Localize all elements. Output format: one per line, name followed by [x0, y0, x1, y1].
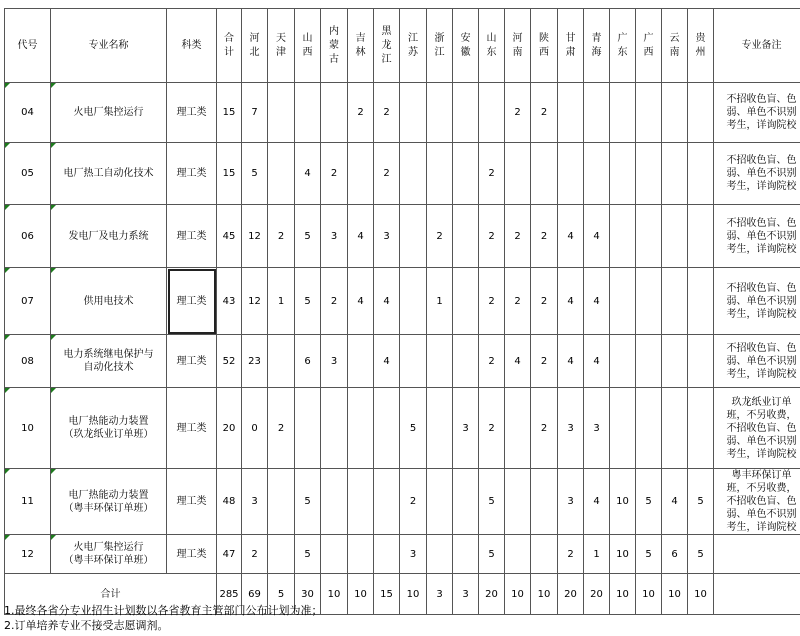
remark-cell[interactable]: 不招收色盲、色 弱、单色不识别 考生，详询院校: [714, 268, 800, 335]
header-remark[interactable]: 专业备注: [714, 9, 800, 83]
province-value-cell[interactable]: 3: [558, 388, 584, 469]
province-value-cell[interactable]: 3: [453, 388, 479, 469]
province-value-cell[interactable]: 3: [242, 469, 268, 535]
province-value-cell[interactable]: [348, 335, 374, 388]
footnote-2: 2.订单培养专业不接受志愿调剂。: [4, 619, 169, 632]
province-value-cell[interactable]: 5: [479, 535, 505, 574]
category-cell[interactable]: 理工类: [167, 469, 217, 535]
province-value-cell[interactable]: [688, 143, 714, 205]
province-total-cell[interactable]: 10: [321, 574, 348, 615]
province-value-cell[interactable]: [662, 268, 688, 335]
province-value-cell[interactable]: [531, 535, 558, 574]
grand-total-cell[interactable]: 285: [217, 574, 242, 615]
province-value-cell[interactable]: [400, 83, 427, 143]
province-value-cell[interactable]: [610, 143, 636, 205]
province-value-cell[interactable]: [427, 83, 453, 143]
header-province[interactable]: 河 北: [242, 9, 268, 83]
province-value-cell[interactable]: [268, 535, 295, 574]
province-value-cell[interactable]: 2: [505, 205, 531, 268]
province-value-cell[interactable]: 2: [531, 388, 558, 469]
province-value-cell[interactable]: [453, 335, 479, 388]
total-cell[interactable]: 52: [217, 335, 242, 388]
province-value-cell[interactable]: 2: [321, 268, 348, 335]
province-value-cell[interactable]: [636, 143, 662, 205]
table-row: [5, 205, 800, 268]
province-value-cell[interactable]: 2: [505, 268, 531, 335]
table-row: [5, 268, 800, 335]
province-value-cell[interactable]: [374, 388, 400, 469]
header-row: [5, 9, 800, 83]
province-total-cell[interactable]: 30: [295, 574, 321, 615]
province-value-cell[interactable]: [295, 388, 321, 469]
province-value-cell[interactable]: [321, 469, 348, 535]
province-value-cell[interactable]: [453, 205, 479, 268]
province-value-cell[interactable]: 5: [479, 469, 505, 535]
province-value-cell[interactable]: 1: [427, 268, 453, 335]
province-value-cell[interactable]: 2: [531, 205, 558, 268]
province-value-cell[interactable]: 2: [531, 83, 558, 143]
province-value-cell[interactable]: 2: [505, 83, 531, 143]
header-province[interactable]: 贵 州: [688, 9, 714, 83]
header-province[interactable]: 江 苏: [400, 9, 427, 83]
remark-cell[interactable]: 玖龙纸业订单 班，不另收费， 不招收色盲、色 弱、单色不识别 考生，详询院校: [714, 388, 800, 469]
province-total-cell[interactable]: 10: [688, 574, 714, 615]
header-province[interactable]: 山 西: [295, 9, 321, 83]
province-value-cell[interactable]: 6: [295, 335, 321, 388]
province-value-cell[interactable]: [610, 335, 636, 388]
category-cell[interactable]: 理工类: [167, 205, 217, 268]
province-value-cell[interactable]: 2: [348, 83, 374, 143]
province-value-cell[interactable]: 10: [610, 469, 636, 535]
province-total-cell[interactable]: 10: [662, 574, 688, 615]
province-total-cell[interactable]: 5: [268, 574, 295, 615]
province-value-cell[interactable]: 5: [636, 535, 662, 574]
province-value-cell[interactable]: [610, 268, 636, 335]
province-value-cell[interactable]: [662, 143, 688, 205]
enrollment-plan-table: [4, 8, 800, 615]
header-province[interactable]: 陕 西: [531, 9, 558, 83]
province-value-cell[interactable]: 3: [584, 388, 610, 469]
province-value-cell[interactable]: [662, 335, 688, 388]
province-value-cell[interactable]: 3: [321, 205, 348, 268]
code-cell[interactable]: 06: [5, 205, 51, 268]
province-value-cell[interactable]: [636, 268, 662, 335]
province-value-cell[interactable]: [688, 268, 714, 335]
remark-cell[interactable]: 不招收色盲、色 弱、单色不识别 考生，详询院校: [714, 335, 800, 388]
province-value-cell[interactable]: 2: [374, 143, 400, 205]
province-value-cell[interactable]: [505, 535, 531, 574]
code-cell[interactable]: 05: [5, 143, 51, 205]
province-value-cell[interactable]: 4: [295, 143, 321, 205]
province-value-cell[interactable]: [400, 143, 427, 205]
province-value-cell[interactable]: [610, 388, 636, 469]
footnotes: [4, 603, 323, 633]
province-total-cell[interactable]: 10: [531, 574, 558, 615]
province-value-cell[interactable]: 2: [531, 335, 558, 388]
table-row: [5, 469, 800, 535]
province-value-cell[interactable]: [400, 205, 427, 268]
header-province[interactable]: 天 津: [268, 9, 295, 83]
province-value-cell[interactable]: [688, 83, 714, 143]
province-value-cell[interactable]: [427, 388, 453, 469]
province-value-cell[interactable]: 12: [242, 205, 268, 268]
major-name-cell[interactable]: 供用电技术: [51, 268, 167, 335]
province-value-cell[interactable]: [584, 83, 610, 143]
province-value-cell[interactable]: 2: [268, 205, 295, 268]
table-row: [5, 83, 800, 143]
category-cell[interactable]: 理工类: [167, 535, 217, 574]
province-value-cell[interactable]: 2: [321, 143, 348, 205]
total-cell[interactable]: 15: [217, 83, 242, 143]
province-value-cell[interactable]: [348, 388, 374, 469]
header-province[interactable]: 山 东: [479, 9, 505, 83]
remark-cell[interactable]: [714, 574, 800, 615]
province-value-cell[interactable]: 4: [505, 335, 531, 388]
province-value-cell[interactable]: 1: [268, 268, 295, 335]
province-value-cell[interactable]: [636, 83, 662, 143]
province-total-cell[interactable]: 10: [636, 574, 662, 615]
category-cell[interactable]: 理工类: [167, 388, 217, 469]
header-province[interactable]: 安 徽: [453, 9, 479, 83]
province-value-cell[interactable]: 5: [688, 469, 714, 535]
province-value-cell[interactable]: [584, 143, 610, 205]
province-total-cell[interactable]: 10: [348, 574, 374, 615]
header-province[interactable]: 黑 龙 江: [374, 9, 400, 83]
province-value-cell[interactable]: [531, 469, 558, 535]
province-value-cell[interactable]: [400, 268, 427, 335]
header-province[interactable]: 甘 肃: [558, 9, 584, 83]
province-value-cell[interactable]: 4: [558, 335, 584, 388]
major-name-cell[interactable]: 发电厂及电力系统: [51, 205, 167, 268]
category-cell[interactable]: 理工类: [167, 268, 217, 335]
province-value-cell[interactable]: [374, 535, 400, 574]
province-value-cell[interactable]: [427, 535, 453, 574]
province-value-cell[interactable]: 4: [584, 335, 610, 388]
remark-cell[interactable]: [714, 535, 800, 574]
province-value-cell[interactable]: [427, 469, 453, 535]
province-value-cell[interactable]: 2: [558, 535, 584, 574]
province-value-cell[interactable]: 23: [242, 335, 268, 388]
province-value-cell[interactable]: 1: [584, 535, 610, 574]
province-value-cell[interactable]: 2: [479, 205, 505, 268]
code-cell[interactable]: 12: [5, 535, 51, 574]
province-value-cell[interactable]: 4: [558, 205, 584, 268]
province-value-cell[interactable]: 12: [242, 268, 268, 335]
header-province[interactable]: 浙 江: [427, 9, 453, 83]
province-value-cell[interactable]: 2: [427, 205, 453, 268]
code-cell[interactable]: 04: [5, 83, 51, 143]
code-cell[interactable]: 08: [5, 335, 51, 388]
province-value-cell[interactable]: 4: [348, 268, 374, 335]
remark-cell[interactable]: 不招收色盲、色 弱、单色不识别 考生，详询院校: [714, 205, 800, 268]
province-total-cell[interactable]: 20: [479, 574, 505, 615]
province-value-cell[interactable]: [321, 83, 348, 143]
province-value-cell[interactable]: 4: [662, 469, 688, 535]
remark-cell[interactable]: 不招收色盲、色 弱、单色不识别 考生，详询院校: [714, 83, 800, 143]
province-value-cell[interactable]: 4: [374, 268, 400, 335]
major-name-cell[interactable]: 电厂热能动力装置 （玖龙纸业订单班）: [51, 388, 167, 469]
province-value-cell[interactable]: [374, 469, 400, 535]
province-value-cell[interactable]: 2: [374, 83, 400, 143]
province-value-cell[interactable]: [400, 335, 427, 388]
header-province[interactable]: 河 南: [505, 9, 531, 83]
province-value-cell[interactable]: 10: [610, 535, 636, 574]
province-value-cell[interactable]: [662, 205, 688, 268]
province-value-cell[interactable]: [479, 83, 505, 143]
province-value-cell[interactable]: 4: [584, 205, 610, 268]
total-cell[interactable]: 43: [217, 268, 242, 335]
major-name-cell[interactable]: 电厂热工自动化技术: [51, 143, 167, 205]
header-province[interactable]: 青 海: [584, 9, 610, 83]
province-value-cell[interactable]: [558, 143, 584, 205]
table-row: [5, 335, 800, 388]
header-province[interactable]: 吉 林: [348, 9, 374, 83]
province-value-cell[interactable]: 2: [268, 388, 295, 469]
province-value-cell[interactable]: [427, 335, 453, 388]
province-value-cell[interactable]: 5: [242, 143, 268, 205]
province-value-cell[interactable]: 2: [479, 335, 505, 388]
province-value-cell[interactable]: [505, 388, 531, 469]
province-total-cell[interactable]: 10: [610, 574, 636, 615]
province-value-cell[interactable]: [662, 83, 688, 143]
province-value-cell[interactable]: [610, 83, 636, 143]
header-total[interactable]: 合 计: [217, 9, 242, 83]
province-value-cell[interactable]: 5: [636, 469, 662, 535]
major-name-cell[interactable]: 电厂热能动力装置 （粤丰环保订单班）: [51, 469, 167, 535]
province-value-cell[interactable]: [321, 388, 348, 469]
header-province[interactable]: 内 蒙 古: [321, 9, 348, 83]
total-cell[interactable]: 20: [217, 388, 242, 469]
total-cell[interactable]: 15: [217, 143, 242, 205]
province-total-cell[interactable]: 10: [505, 574, 531, 615]
province-total-cell[interactable]: 15: [374, 574, 400, 615]
province-value-cell[interactable]: [531, 143, 558, 205]
province-value-cell[interactable]: 4: [584, 469, 610, 535]
code-cell[interactable]: 10: [5, 388, 51, 469]
province-value-cell[interactable]: [636, 335, 662, 388]
province-value-cell[interactable]: 3: [400, 535, 427, 574]
footnote-1: 1.最终各省分专业招生计划数以各省教育主管部门公布计划为准；: [4, 604, 323, 617]
header-major[interactable]: 专业名称: [51, 9, 167, 83]
table-row: [5, 143, 800, 205]
table-row: [5, 388, 800, 469]
province-value-cell[interactable]: 2: [479, 268, 505, 335]
province-value-cell[interactable]: 5: [688, 535, 714, 574]
province-total-cell[interactable]: 3: [453, 574, 479, 615]
province-value-cell[interactable]: [505, 469, 531, 535]
province-value-cell[interactable]: [688, 205, 714, 268]
remark-cell[interactable]: 不招收色盲、色 弱、单色不识别 考生，详询院校: [714, 143, 800, 205]
total-cell[interactable]: 47: [217, 535, 242, 574]
province-total-cell[interactable]: 10: [400, 574, 427, 615]
province-total-cell[interactable]: 3: [427, 574, 453, 615]
header-province[interactable]: 广 西: [636, 9, 662, 83]
major-name-cell[interactable]: 火电厂集控运行 （粤丰环保订单班）: [51, 535, 167, 574]
category-cell[interactable]: 理工类: [167, 83, 217, 143]
category-cell[interactable]: 理工类: [167, 335, 217, 388]
province-value-cell[interactable]: [688, 388, 714, 469]
province-value-cell[interactable]: [610, 205, 636, 268]
province-value-cell[interactable]: 5: [295, 535, 321, 574]
province-value-cell[interactable]: [662, 388, 688, 469]
province-value-cell[interactable]: 2: [400, 469, 427, 535]
province-value-cell[interactable]: 4: [584, 268, 610, 335]
header-category[interactable]: 科类: [167, 9, 217, 83]
province-value-cell[interactable]: 2: [531, 268, 558, 335]
province-value-cell[interactable]: 7: [242, 83, 268, 143]
province-value-cell[interactable]: [268, 83, 295, 143]
province-value-cell[interactable]: 5: [295, 205, 321, 268]
province-value-cell[interactable]: [453, 268, 479, 335]
province-value-cell[interactable]: 3: [558, 469, 584, 535]
province-value-cell[interactable]: 3: [374, 205, 400, 268]
province-total-cell[interactable]: 69: [242, 574, 268, 615]
province-value-cell[interactable]: [636, 388, 662, 469]
province-value-cell[interactable]: [453, 535, 479, 574]
header-province[interactable]: 广 东: [610, 9, 636, 83]
major-name-cell[interactable]: 火电厂集控运行: [51, 83, 167, 143]
province-value-cell[interactable]: [688, 335, 714, 388]
province-value-cell[interactable]: 5: [295, 268, 321, 335]
province-total-cell[interactable]: 20: [558, 574, 584, 615]
province-value-cell[interactable]: 5: [295, 469, 321, 535]
province-value-cell[interactable]: 0: [242, 388, 268, 469]
province-value-cell[interactable]: 2: [242, 535, 268, 574]
major-name-cell[interactable]: 电力系统继电保护与 自动化技术: [51, 335, 167, 388]
province-value-cell[interactable]: [505, 143, 531, 205]
header-province[interactable]: 云 南: [662, 9, 688, 83]
province-value-cell[interactable]: 4: [374, 335, 400, 388]
province-value-cell[interactable]: [321, 535, 348, 574]
province-value-cell[interactable]: [453, 143, 479, 205]
remark-cell[interactable]: 粤丰环保订单 班，不另收费， 不招收色盲、色 弱、单色不识别 考生，详询院校: [714, 469, 800, 535]
province-value-cell[interactable]: 4: [558, 268, 584, 335]
province-value-cell[interactable]: 2: [479, 143, 505, 205]
province-value-cell[interactable]: [268, 143, 295, 205]
province-value-cell[interactable]: 6: [662, 535, 688, 574]
category-cell[interactable]: 理工类: [167, 143, 217, 205]
province-value-cell[interactable]: [268, 469, 295, 535]
totals-label[interactable]: 合计: [5, 574, 217, 615]
province-value-cell[interactable]: [268, 335, 295, 388]
province-total-cell[interactable]: 20: [584, 574, 610, 615]
province-value-cell[interactable]: 2: [479, 388, 505, 469]
province-value-cell[interactable]: 5: [400, 388, 427, 469]
province-value-cell[interactable]: 3: [321, 335, 348, 388]
table-row: [5, 535, 800, 574]
code-cell[interactable]: 07: [5, 268, 51, 335]
total-cell[interactable]: 45: [217, 205, 242, 268]
province-value-cell[interactable]: [636, 205, 662, 268]
province-value-cell[interactable]: [348, 535, 374, 574]
province-value-cell[interactable]: 4: [348, 205, 374, 268]
province-value-cell[interactable]: [453, 469, 479, 535]
total-cell[interactable]: 48: [217, 469, 242, 535]
header-code[interactable]: 代号: [5, 9, 51, 83]
province-value-cell[interactable]: [295, 83, 321, 143]
province-value-cell[interactable]: [348, 143, 374, 205]
code-cell[interactable]: 11: [5, 469, 51, 535]
province-value-cell[interactable]: [558, 83, 584, 143]
province-value-cell[interactable]: [453, 83, 479, 143]
province-value-cell[interactable]: [348, 469, 374, 535]
province-value-cell[interactable]: [427, 143, 453, 205]
